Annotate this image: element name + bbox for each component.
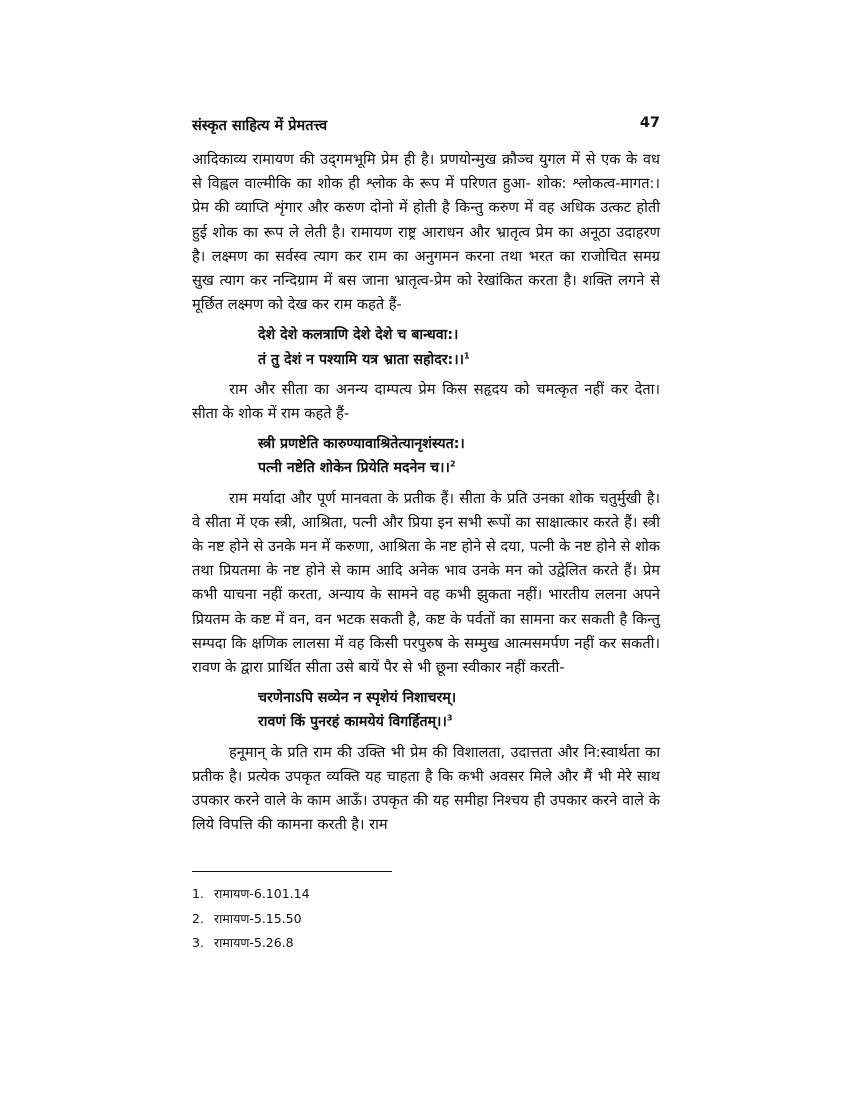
verse-1-line-2-text: तं तु देशं न पश्यामि यत्र भ्राता सहोदर:।। bbox=[258, 351, 464, 368]
footnote-ref-3: 3 bbox=[446, 713, 453, 723]
footnote-separator bbox=[192, 871, 392, 872]
verse-2-line-2 bbox=[258, 456, 660, 480]
paragraph-3: राम मर्यादा और पूर्ण मानवता के प्रतीक हैं। सीता के प्रति उनका शोक चतुर्मुखी है। वे सीता में एक स्त्री, आश्रिता, पत्नी और प्रिया इन सभी रूपों का साक्षात्कार करते हैं। स्त्री के नष्ट होने से उनके मन में करुणा, आश्रिता के नष्ट होने से दया, पत्नी के नष्ट होने से शोक तथा प्रियतमा के नष्ट होने से काम आदि अनेक भाव उनके मन को उद्वेलित करते हैं। प्रेम कभी याचना नहीं करता, अन्याय के सामने वह कभी झुकता नहीं। भारतीय ललना अपने प्रियतम के कष्ट में वन, वन भटक सकती है, कष्ट के पर्वतों का सामना कर सकती है किन्तु सम्पदा कि क्षणिक लालसा में वह किसी परपुरुष के सम्मुख आत्मसमर्पण नहीं कर सकती। रावण के द्वारा प्रार्थित सीता उसे बायें पैर से भी छूना स्वीकार नहीं करती- bbox=[192, 489, 660, 677]
footnote-text: रामायण-5.15.50 bbox=[214, 910, 302, 926]
verse-1-line-1: देशे देशे कलत्राणि देशे देशे च बान्धवा:। bbox=[258, 327, 459, 344]
verse-3-line-1: चरणेनाऽपि सव्येन न स्पृशेयं निशाचरम्। bbox=[258, 690, 457, 707]
page-header bbox=[192, 115, 660, 137]
footnote-ref-2: 2 bbox=[449, 459, 456, 469]
paragraph-1: आदिकाव्य रामायण की उद्‌गमभूमि प्रेम ही है। प्रणयोन्मुख क्रौञ्च युगल में से एक के वध से विह्वल वाल्मीकि का शोक ही श्लोक के रूप में परिणत हुआ- शोक: श्लोकत्व-मागत:। प्रेम की व्याप्ति शृंगार और करुण दोनो में होती है किन्तु करुण में वह अधिक उत्कट होती हुई शोक का रूप ले लेती है। रामायण राष्ट्र आराधन और भ्रातृत्व प्रेम का अनूठा उदाहरण है। लक्ष्मण का सर्वस्व त्याग कर राम का अनुगमन करना तथा भरत का राजोचित समग्र सुख त्याग कर नन्दिग्राम में बस जाना भ्रातृत्व-प्रेम को रेखांकित करता है। शक्ति लगने से मूर्छित लक्ष्मण को देख कर राम कहते हैं- bbox=[192, 151, 660, 314]
verse-3 bbox=[258, 686, 660, 734]
verse-2 bbox=[258, 432, 660, 480]
page-number: 47 bbox=[639, 115, 660, 131]
footnote-2 bbox=[192, 907, 492, 932]
body-text bbox=[192, 148, 660, 837]
verse-2-line-1: स्त्री प्रणष्टेति कारुण्यावाश्रितेत्यानृशंस्यत:। bbox=[258, 436, 465, 453]
paragraph-2: राम और सीता का अनन्य दाम्पत्य प्रेम किस सहृदय को चमत्कृत नहीं कर देता। सीता के शोक में राम कहते हैं- bbox=[192, 380, 660, 423]
footnote-text: रामायण-6.101.14 bbox=[214, 886, 310, 901]
footnote-number: 1. bbox=[192, 886, 204, 901]
verse-1-line-2 bbox=[258, 348, 660, 372]
footnote-ref-1: 1 bbox=[464, 350, 470, 360]
paragraph-4: हनूमान् के प्रति राम की उक्ति भी प्रेम की विशालता, उदात्तता और नि:स्वार्थता का प्रतीक है। प्रत्येक उपकृत व्यक्ति यह चाहता है कि कभी अवसर मिले और मैं भी मेरे साथ उपकार करने वाले के काम आऊँ। उपकृत की यह समीहा निश्चय ही उपकार करने वाले के लिये विपत्ति की कामना करती है। राम bbox=[192, 743, 660, 834]
footnote-1 bbox=[192, 882, 492, 907]
footnote-text: रामायण-5.26.8 bbox=[214, 935, 294, 950]
footnote-number: 3. bbox=[192, 935, 204, 950]
footnote-3 bbox=[192, 931, 492, 956]
footnotes bbox=[192, 882, 492, 956]
running-title: संस्कृत साहित्य में प्रेमतत्त्व bbox=[192, 118, 328, 134]
verse-2-line-2-text: पत्नी नष्टेति शोकेन प्रियेति मदनेन च।। bbox=[258, 460, 450, 477]
verse-3-line-2 bbox=[258, 710, 660, 734]
verse-3-line-2-text: रावणं किं पुनरहं कामयेयं विगर्हितम्।। bbox=[258, 714, 447, 731]
verse-1 bbox=[258, 323, 660, 371]
footnote-number: 2. bbox=[192, 910, 204, 926]
